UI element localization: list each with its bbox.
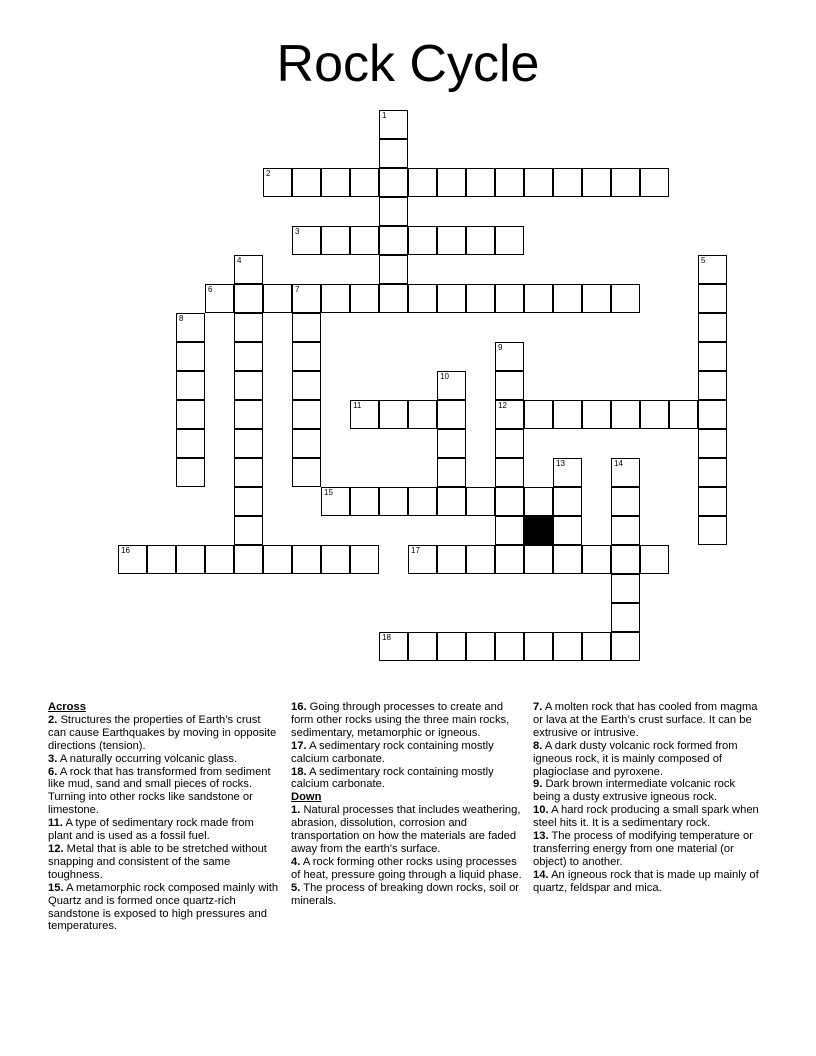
grid-cell[interactable] <box>698 342 727 371</box>
grid-cell[interactable] <box>234 516 263 545</box>
clue-text: A hard rock producing a small spark when steel hits it. It is a sedimentary rock. <box>533 804 759 830</box>
grid-cell[interactable] <box>553 400 582 429</box>
grid-cell[interactable] <box>321 545 350 574</box>
clue-text: Dark brown intermediate volcanic rock being a dusty extrusive igneous rock. <box>533 778 736 804</box>
cell-number: 6 <box>208 285 213 294</box>
grid-cell[interactable] <box>582 545 611 574</box>
grid-cell[interactable] <box>379 226 408 255</box>
grid-cell[interactable] <box>669 400 698 429</box>
grid-cell[interactable] <box>408 226 437 255</box>
cell-number: 14 <box>614 459 623 468</box>
clue-across-2 <box>48 714 280 753</box>
grid-cell[interactable] <box>379 168 408 197</box>
grid-cell[interactable] <box>524 487 553 516</box>
grid-cell[interactable] <box>118 545 147 574</box>
grid-cell[interactable] <box>234 342 263 371</box>
grid-cell[interactable] <box>495 632 524 661</box>
grid-cell[interactable] <box>292 458 321 487</box>
grid-cell[interactable] <box>263 168 292 197</box>
clue-number: 2. <box>48 713 58 726</box>
grid-cell[interactable] <box>176 313 205 342</box>
grid-cell[interactable] <box>698 313 727 342</box>
grid-cell[interactable] <box>437 371 466 400</box>
grid-cell[interactable] <box>698 487 727 516</box>
grid-cell[interactable] <box>466 168 495 197</box>
grid-cell[interactable] <box>408 284 437 313</box>
grid-cell[interactable] <box>611 632 640 661</box>
cell-number: 4 <box>237 256 242 265</box>
clue-text: Natural processes that includes weathering, abrasion, dissolution, corrosion and transportation on how the materials are faded away from the earth's surface. <box>291 804 521 855</box>
grid-cell[interactable] <box>263 545 292 574</box>
grid-cell[interactable] <box>350 487 379 516</box>
clue-across-12 <box>48 843 280 882</box>
clue-text: The process of breaking down rocks, soil or minerals. <box>291 881 520 907</box>
cell-number: 15 <box>324 488 333 497</box>
grid-cell[interactable] <box>553 545 582 574</box>
grid-cell[interactable] <box>611 603 640 632</box>
grid-cell[interactable] <box>698 284 727 313</box>
grid-cell[interactable] <box>524 400 553 429</box>
clue-text: A sedimentary rock containing mostly calcium carbonate. <box>291 765 494 791</box>
grid-cell[interactable] <box>495 226 524 255</box>
cell-number: 7 <box>295 285 300 294</box>
clue-number: 4. <box>291 855 301 868</box>
grid-cell[interactable] <box>495 429 524 458</box>
clue-across-17 <box>291 740 523 766</box>
clues-column-2 <box>291 701 523 908</box>
grid-cell[interactable] <box>698 516 727 545</box>
grid-cell[interactable] <box>495 516 524 545</box>
clue-text: A molten rock that has cooled from magma or lava at the Earth’s crust surface. It can be extrusive or intrusive. <box>533 701 758 739</box>
blocked-cell <box>524 516 553 545</box>
clue-number: 12. <box>48 842 64 855</box>
grid-cell[interactable] <box>698 458 727 487</box>
grid-cell[interactable] <box>321 487 350 516</box>
grid-cell[interactable] <box>234 371 263 400</box>
grid-cell[interactable] <box>437 545 466 574</box>
grid-cell[interactable] <box>292 342 321 371</box>
grid-cell[interactable] <box>437 284 466 313</box>
grid-cell[interactable] <box>553 168 582 197</box>
grid-cell[interactable] <box>495 371 524 400</box>
cell-number: 18 <box>382 633 391 642</box>
grid-cell[interactable] <box>611 545 640 574</box>
clue-across-11 <box>48 817 280 843</box>
clue-across-6 <box>48 766 280 818</box>
grid-cell[interactable] <box>379 632 408 661</box>
grid-cell[interactable] <box>524 284 553 313</box>
grid-cell[interactable] <box>495 168 524 197</box>
cell-number: 5 <box>701 256 706 265</box>
grid-cell[interactable] <box>698 400 727 429</box>
grid-cell[interactable] <box>263 284 292 313</box>
grid-cell[interactable] <box>350 400 379 429</box>
down-heading: Down <box>291 791 322 804</box>
grid-cell[interactable] <box>234 284 263 313</box>
grid-cell[interactable] <box>640 168 669 197</box>
cell-number: 2 <box>266 169 271 178</box>
grid-cell[interactable] <box>611 574 640 603</box>
grid-cell[interactable] <box>495 400 524 429</box>
clue-down-10 <box>533 804 765 830</box>
grid-cell[interactable] <box>292 545 321 574</box>
grid-cell[interactable] <box>553 516 582 545</box>
grid-cell[interactable] <box>379 139 408 168</box>
clue-number: 10. <box>533 804 549 817</box>
grid-cell[interactable] <box>698 255 727 284</box>
clue-text: A metamorphic rock composed mainly with Quartz and is formed once quartz-rich sandstone is exposed to high pressures and temperatures. <box>48 881 279 933</box>
clue-text: A sedimentary rock containing mostly calcium carbonate. <box>291 739 494 765</box>
clue-text: Going through processes to create and form other rocks using the three main rocks, sedimentary, metamorphic or igneous. <box>291 701 510 739</box>
grid-cell[interactable] <box>292 313 321 342</box>
grid-cell[interactable] <box>611 168 640 197</box>
clue-text: Structures the properties of Earth’s crust can cause Earthquakes by moving in opposite directions (tension). <box>48 713 277 752</box>
cell-number: 11 <box>353 401 362 410</box>
grid-cell[interactable] <box>234 545 263 574</box>
grid-cell[interactable] <box>582 400 611 429</box>
grid-cell[interactable] <box>611 487 640 516</box>
clue-number: 3. <box>48 752 58 765</box>
cell-number: 10 <box>440 372 449 381</box>
grid-cell[interactable] <box>437 400 466 429</box>
grid-cell[interactable] <box>524 168 553 197</box>
grid-cell[interactable] <box>292 400 321 429</box>
grid-cell[interactable] <box>234 313 263 342</box>
clue-text: A type of sedimentary rock made from plant and is used as a fossil fuel. <box>48 817 254 843</box>
grid-cell[interactable] <box>234 255 263 284</box>
grid-cell[interactable] <box>408 400 437 429</box>
clue-number: 11. <box>48 817 63 830</box>
clue-across-3 <box>48 753 280 766</box>
grid-cell[interactable] <box>582 284 611 313</box>
grid-cell[interactable] <box>350 545 379 574</box>
cell-number: 3 <box>295 227 300 236</box>
grid-cell[interactable] <box>292 429 321 458</box>
grid-cell[interactable] <box>495 342 524 371</box>
grid-cell[interactable] <box>466 226 495 255</box>
grid-cell[interactable] <box>292 168 321 197</box>
clue-down-5 <box>291 882 523 908</box>
clue-text: Metal that is able to be stretched without snapping and consistent of the same toughness. <box>48 842 267 881</box>
grid-cell[interactable] <box>495 284 524 313</box>
clue-number: 7. <box>533 701 543 713</box>
grid-cell[interactable] <box>698 429 727 458</box>
grid-cell[interactable] <box>176 429 205 458</box>
grid-cell[interactable] <box>176 545 205 574</box>
grid-cell[interactable] <box>582 168 611 197</box>
grid-cell[interactable] <box>553 284 582 313</box>
grid-cell[interactable] <box>437 429 466 458</box>
clue-text: A naturally occurring volcanic glass. <box>59 752 238 765</box>
grid-cell[interactable] <box>350 168 379 197</box>
clue-across-16 <box>291 701 523 740</box>
grid-cell[interactable] <box>640 545 669 574</box>
clue-number: 8. <box>533 739 543 752</box>
clue-text: A dark dusty volcanic rock formed from igneous rock, it is mainly composed of plagioclase and pyroxene. <box>533 739 738 778</box>
cell-number: 1 <box>382 111 387 120</box>
clue-number: 17. <box>291 739 307 752</box>
grid-cell[interactable] <box>640 400 669 429</box>
grid-cell[interactable] <box>553 632 582 661</box>
grid-cell[interactable] <box>698 371 727 400</box>
cell-number: 8 <box>179 314 184 323</box>
clue-down-8 <box>533 740 765 779</box>
grid-cell[interactable] <box>437 632 466 661</box>
grid-cell[interactable] <box>466 487 495 516</box>
cell-number: 13 <box>556 459 565 468</box>
grid-cell[interactable] <box>582 632 611 661</box>
grid-cell[interactable] <box>205 545 234 574</box>
grid-cell[interactable] <box>234 429 263 458</box>
clue-number: 14. <box>533 868 549 881</box>
grid-cell[interactable] <box>176 342 205 371</box>
grid-cell[interactable] <box>437 168 466 197</box>
cell-number: 12 <box>498 401 507 410</box>
grid-cell[interactable] <box>437 487 466 516</box>
clues-column-1 <box>48 701 280 933</box>
clue-number: 15. <box>48 881 64 894</box>
grid-cell[interactable] <box>611 284 640 313</box>
grid-cell[interactable] <box>176 371 205 400</box>
grid-cell[interactable] <box>379 284 408 313</box>
grid-cell[interactable] <box>176 458 205 487</box>
grid-cell[interactable] <box>408 168 437 197</box>
grid-cell[interactable] <box>205 284 234 313</box>
grid-cell[interactable] <box>350 284 379 313</box>
grid-cell[interactable] <box>321 168 350 197</box>
grid-cell[interactable] <box>292 226 321 255</box>
grid-cell[interactable] <box>495 545 524 574</box>
grid-cell[interactable] <box>553 487 582 516</box>
grid-cell[interactable] <box>292 284 321 313</box>
grid-cell[interactable] <box>147 545 176 574</box>
clue-across-18 <box>291 766 523 792</box>
clue-number: 9. <box>533 778 543 791</box>
clues-column-3 <box>533 701 765 895</box>
grid-cell[interactable] <box>495 487 524 516</box>
grid-cell[interactable] <box>611 516 640 545</box>
grid-cell[interactable] <box>379 255 408 284</box>
cell-number: 17 <box>411 546 420 555</box>
grid-cell[interactable] <box>176 400 205 429</box>
grid-cell[interactable] <box>379 110 408 139</box>
cell-number: 9 <box>498 343 503 352</box>
grid-cell[interactable] <box>234 458 263 487</box>
grid-cell[interactable] <box>611 400 640 429</box>
grid-cell[interactable] <box>234 487 263 516</box>
clue-text: The process of modifying temperature or transferring energy from one material (or object) to another. <box>533 830 753 868</box>
grid-cell[interactable] <box>234 400 263 429</box>
clue-number: 6. <box>48 765 58 778</box>
grid-cell[interactable] <box>437 226 466 255</box>
clue-text: A rock forming other rocks using processes of heat, pressure going through a liquid phase. <box>291 855 522 881</box>
across-heading: Across <box>48 701 86 713</box>
clue-number: 16. <box>291 701 307 713</box>
clue-text: An igneous rock that is made up mainly of quartz, feldspar and mica. <box>533 868 759 894</box>
grid-cell[interactable] <box>321 226 350 255</box>
grid-cell[interactable] <box>408 545 437 574</box>
clue-number: 5. <box>291 881 301 894</box>
grid-cell[interactable] <box>379 400 408 429</box>
grid-cell[interactable] <box>466 545 495 574</box>
grid-cell[interactable] <box>292 371 321 400</box>
clue-number: 1. <box>291 804 301 817</box>
grid-cell[interactable] <box>437 458 466 487</box>
clue-down-1 <box>291 804 523 856</box>
grid-cell[interactable] <box>466 632 495 661</box>
grid-cell[interactable] <box>495 458 524 487</box>
cell-number: 16 <box>121 546 130 555</box>
grid-cell[interactable] <box>321 284 350 313</box>
clue-text: A rock that has transformed from sediment like mud, sand and small pieces of rocks. Turning into other rocks like sandstone or limestone. <box>48 765 271 817</box>
grid-cell[interactable] <box>379 197 408 226</box>
clue-down-7 <box>533 701 765 740</box>
grid-cell[interactable] <box>611 458 640 487</box>
grid-cell[interactable] <box>408 632 437 661</box>
grid-cell[interactable] <box>466 284 495 313</box>
grid-cell[interactable] <box>379 487 408 516</box>
grid-cell[interactable] <box>524 632 553 661</box>
page-title: Rock Cycle <box>276 35 540 93</box>
clue-across-15 <box>48 882 280 934</box>
clue-number: 18. <box>291 765 307 778</box>
grid-cell[interactable] <box>408 487 437 516</box>
grid-cell[interactable] <box>350 226 379 255</box>
clue-down-9 <box>533 778 765 804</box>
grid-cell[interactable] <box>524 545 553 574</box>
clue-number: 13. <box>533 830 549 843</box>
clue-down-13 <box>533 830 765 869</box>
clue-down-4 <box>291 856 523 882</box>
grid-cell[interactable] <box>553 458 582 487</box>
clue-down-14 <box>533 869 765 895</box>
